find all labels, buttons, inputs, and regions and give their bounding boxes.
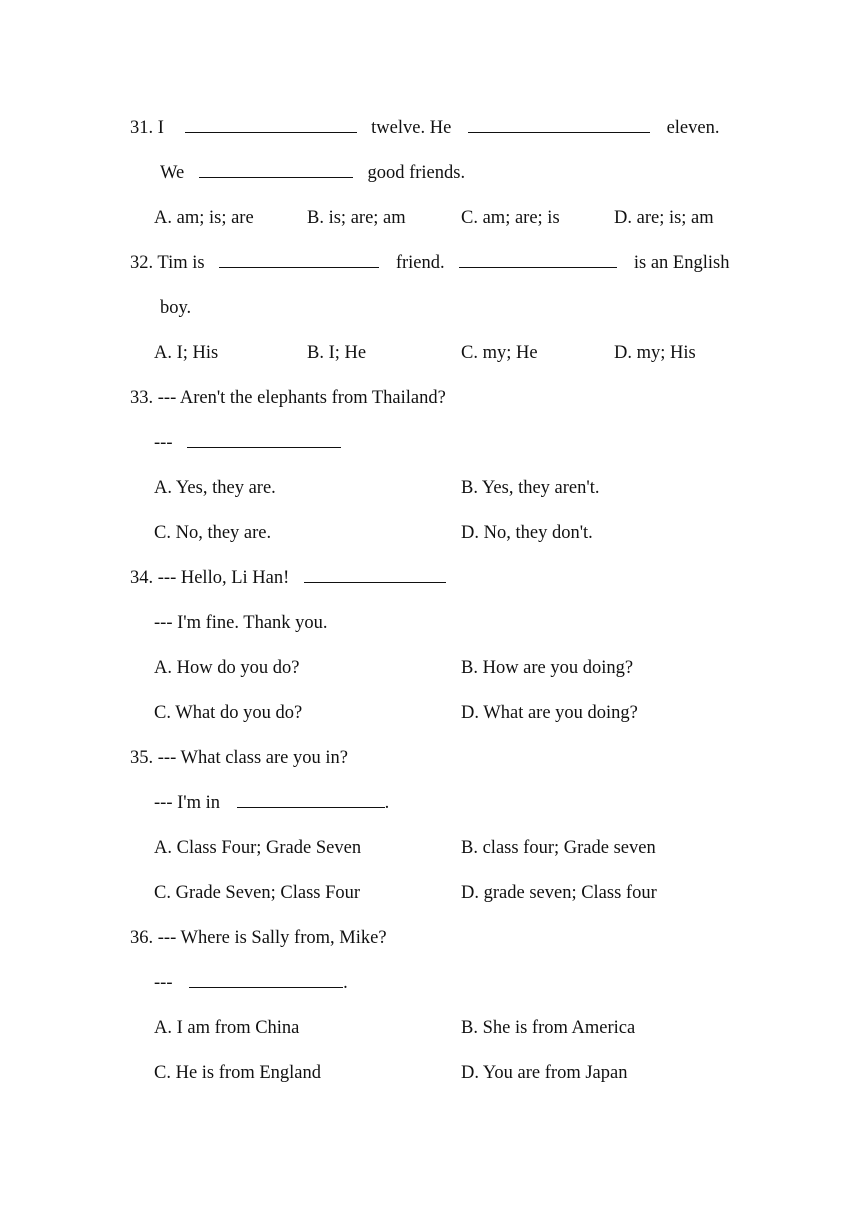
- q33-option-a[interactable]: A. Yes, they are.: [154, 478, 276, 498]
- q31-text-2: twelve. He: [371, 118, 452, 138]
- q36-option-b[interactable]: B. She is from America: [461, 1018, 636, 1038]
- q33-text-2: ---: [154, 433, 173, 453]
- question-31-line-2: [160, 162, 465, 184]
- q32-text-1: 32. Tim is: [130, 253, 205, 273]
- question-34-line-2: [154, 612, 328, 634]
- question-35-line-1: [130, 747, 348, 769]
- q32-text-4: boy.: [160, 298, 192, 318]
- answer-blank[interactable]: [199, 162, 353, 178]
- q31-option-b[interactable]: B. is; are; am: [307, 208, 406, 228]
- answer-blank[interactable]: [468, 117, 650, 133]
- q35-text-1: 35. --- What class are you in?: [130, 748, 348, 768]
- answer-blank[interactable]: [219, 252, 379, 268]
- q36-option-a[interactable]: A. I am from China: [154, 1018, 300, 1038]
- q31-text-4: We: [160, 163, 185, 183]
- question-33-line-1: [130, 387, 446, 409]
- q36-option-c[interactable]: C. He is from England: [154, 1063, 321, 1083]
- q35-text-3: .: [384, 793, 390, 813]
- q34-option-d[interactable]: D. What are you doing?: [461, 703, 638, 723]
- q33-option-c[interactable]: C. No, they are.: [154, 523, 272, 543]
- q34-option-a[interactable]: A. How do you do?: [154, 658, 300, 678]
- q36-text-3: .: [343, 973, 348, 993]
- q31-text-1: 31. I: [130, 118, 164, 138]
- q36-option-d[interactable]: D. You are from Japan: [461, 1063, 628, 1083]
- q34-text-1: 34. --- Hello, Li Han!: [130, 568, 290, 588]
- q36-text-1: 36. --- Where is Sally from, Mike?: [130, 928, 387, 948]
- q35-option-d[interactable]: D. grade seven; Class four: [461, 883, 657, 903]
- question-31-line-1: [130, 117, 719, 139]
- question-34-line-1: [130, 567, 450, 589]
- q32-option-d[interactable]: D. my; His: [614, 343, 696, 363]
- q36-text-2: ---: [154, 973, 173, 993]
- q31-text-5: good friends.: [367, 163, 466, 183]
- question-32-line-2: [160, 297, 191, 319]
- q34-option-b[interactable]: B. How are you doing?: [461, 658, 634, 678]
- q31-option-c[interactable]: C. am; are; is: [461, 208, 560, 228]
- q35-option-a[interactable]: A. Class Four; Grade Seven: [154, 838, 362, 858]
- q31-text-3: eleven.: [666, 118, 720, 138]
- q35-option-b[interactable]: B. class four; Grade seven: [461, 838, 656, 858]
- q34-text-2: --- I'm fine. Thank you.: [154, 613, 328, 633]
- q32-option-a[interactable]: A. I; His: [154, 343, 219, 363]
- q32-text-2: friend.: [395, 253, 445, 273]
- q35-text-2: --- I'm in: [154, 793, 221, 813]
- answer-blank[interactable]: [237, 792, 385, 808]
- question-35-line-2: [154, 792, 389, 814]
- question-36-line-1: [130, 927, 387, 949]
- answer-blank[interactable]: [304, 567, 446, 583]
- question-36-line-2: [154, 972, 348, 994]
- answer-blank[interactable]: [187, 432, 341, 448]
- q35-option-c[interactable]: C. Grade Seven; Class Four: [154, 883, 361, 903]
- answer-blank[interactable]: [185, 117, 357, 133]
- q31-option-d[interactable]: D. are; is; am: [614, 208, 714, 228]
- q33-text-1: 33. --- Aren't the elephants from Thailand?: [130, 388, 446, 408]
- q32-text-3: is an English: [633, 253, 730, 273]
- q32-option-b[interactable]: B. I; He: [307, 343, 367, 363]
- answer-blank[interactable]: [189, 972, 343, 988]
- q32-option-c[interactable]: C. my; He: [461, 343, 538, 363]
- question-32-line-1: [130, 252, 729, 274]
- question-33-line-2: [154, 432, 345, 454]
- q34-option-c[interactable]: C. What do you do?: [154, 703, 303, 723]
- q33-option-d[interactable]: D. No, they don't.: [461, 523, 593, 543]
- q33-option-b[interactable]: B. Yes, they aren't.: [461, 478, 600, 498]
- answer-blank[interactable]: [459, 252, 617, 268]
- q31-option-a[interactable]: A. am; is; are: [154, 208, 254, 228]
